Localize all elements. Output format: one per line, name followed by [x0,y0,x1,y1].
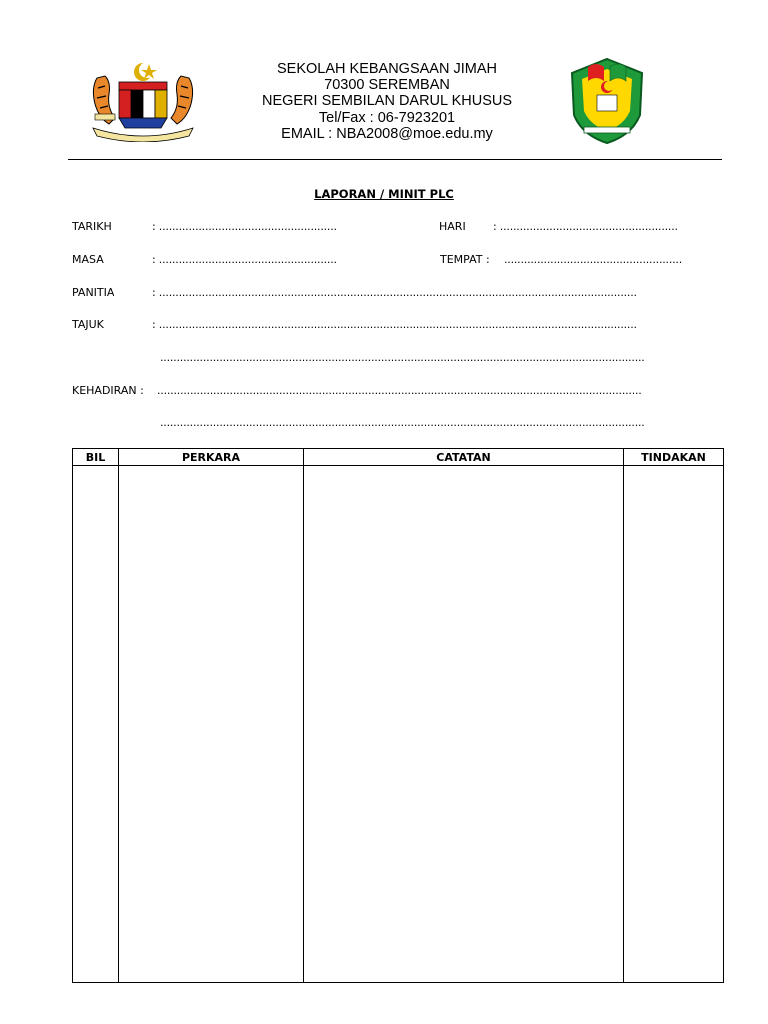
header-divider [68,159,722,160]
school-header [200,61,574,142]
tajuk-field-continuation[interactable]: ................................................................................................................................................... [160,351,645,364]
tajuk-label: TAJUK [72,318,104,331]
kehadiran-field-continuation[interactable]: ................................................................................................................................................... [160,416,645,429]
column-header-perkara: PERKARA [119,449,304,466]
school-postcode-city: 70300 SEREMBAN [324,77,450,94]
hari-label: HARI [439,220,466,233]
panitia-field[interactable]: : ................................................................................................................................................. [152,286,637,299]
panitia-label: PANITIA [72,286,115,299]
tajuk-field[interactable]: : ................................................................................................................................................. [152,318,637,331]
tempat-label: TEMPAT : [440,253,490,266]
tindakan-cell[interactable] [624,466,724,983]
masa-field[interactable]: : ...................................................... [152,253,337,266]
school-email: EMAIL : NBA2008@moe.edu.my [281,125,493,142]
school-logo [566,55,648,147]
tarikh-label: TARIKH [72,220,112,233]
column-header-tindakan: TINDAKAN [624,449,724,466]
hari-field[interactable]: : ...................................................... [493,220,678,233]
column-header-bil: BIL [73,449,119,466]
table-row [73,466,724,983]
school-name: SEKOLAH KEBANGSAAN JIMAH [277,61,497,77]
tempat-field[interactable]: ...................................................... [504,253,683,266]
masa-label: MASA [72,253,104,266]
table-header-row [73,449,724,466]
kehadiran-label: KEHADIRAN : [72,384,144,397]
school-telfax: Tel/Fax : 06-7923201 [318,109,456,126]
school-state: NEGERI SEMBILAN DARUL KHUSUS [261,93,513,110]
minutes-table [72,448,724,983]
document-title: LAPORAN / MINIT PLC [314,187,454,201]
kehadiran-field[interactable]: ................................................................................................................................................... [157,384,642,397]
column-header-catatan: CATATAN [304,449,624,466]
coat-of-arms-logo [85,58,201,142]
tarikh-field[interactable]: : ...................................................... [152,220,337,233]
catatan-cell[interactable] [304,466,624,983]
perkara-cell[interactable] [119,466,304,983]
bil-cell[interactable] [73,466,119,983]
